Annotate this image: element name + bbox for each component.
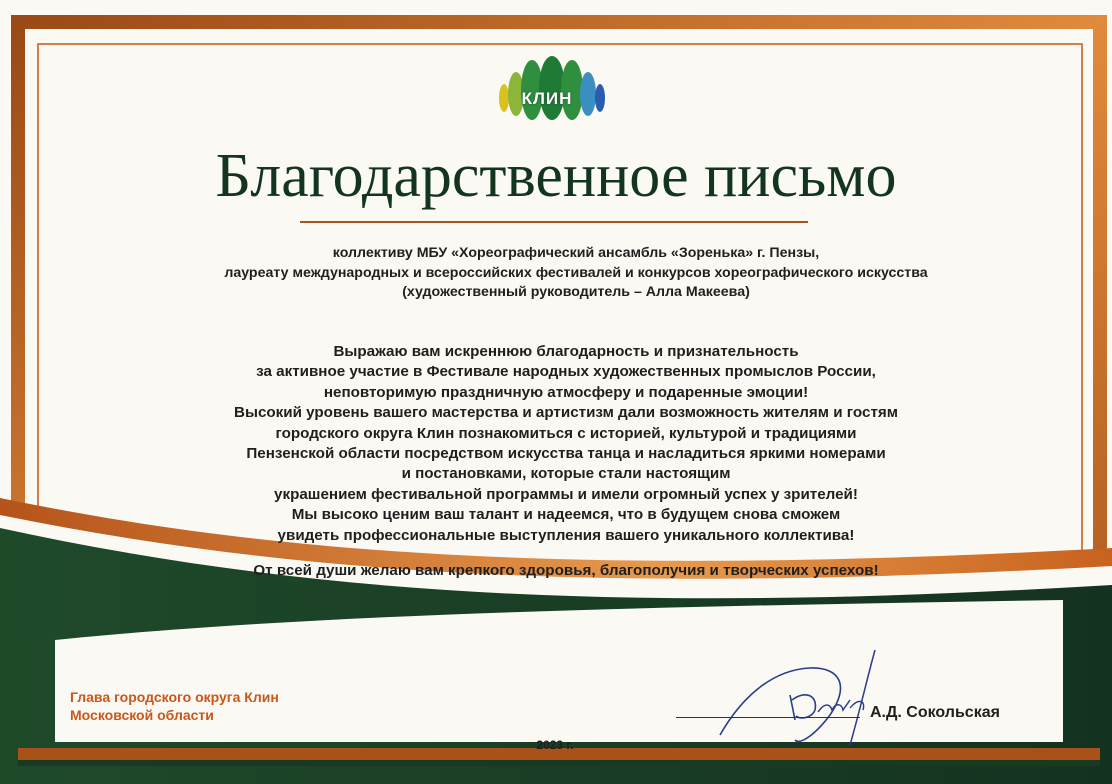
signature-line (676, 717, 860, 718)
closing-wish: От всей души желаю вам крепкого здоровья, благополучия и творческих успехов! (253, 562, 879, 579)
recipient-line: (художественный руководитель – Алла Макеева) (402, 284, 750, 300)
body-line: увидеть профессиональные выступления вашего уникального коллектива! (277, 526, 855, 544)
recipient-line: лауреату международных и всероссийских фестивалей и конкурсов хореографического искусства (224, 264, 928, 281)
body-line: Пензенской области посредством искусства танца и насладиться яркими номерами (246, 445, 886, 463)
body-line: украшением фестивальной программы и имели огромный успех у зрителей! (274, 485, 858, 503)
document-year: 2023 г. (536, 738, 574, 752)
logo-text: КЛИН (521, 89, 573, 108)
body-line: неповторимую праздничную атмосферу и подаренные эмоции! (323, 383, 809, 401)
body-line: городского округа Клин познакомиться с историей, культурой и традициями (275, 424, 857, 442)
handwritten-signature (700, 640, 900, 755)
body-line: и постановками, которые стали настоящим (401, 465, 731, 483)
bottom-frame-dark (18, 760, 1100, 766)
signer-position-line: Московской области (70, 707, 214, 723)
recipient-block (70, 244, 1082, 303)
recipient-line: коллективу МБУ «Хореографический ансамбль «Зоренька» г. Пензы, (332, 245, 820, 261)
body-line: Выражаю вам искреннюю благодарность и признательность (333, 343, 799, 360)
signer-name: А.Д. Сокольская (870, 704, 1000, 721)
document-title: Благодарственное письмо (215, 142, 897, 210)
body-line: Высокий уровень вашего мастерства и артистизм дали возможность жителям и гостям (234, 404, 898, 422)
signer-position (70, 688, 279, 724)
signer-position-line: Глава городского округа Клин (70, 689, 279, 705)
title-underline (300, 221, 808, 223)
body-line: Мы высоко ценим ваш талант и надеемся, что в будущем снова сможем (291, 506, 841, 524)
letter-body (60, 342, 1072, 546)
body-line: за активное участие в Фестивале народных художественных промыслов России, (256, 363, 876, 381)
